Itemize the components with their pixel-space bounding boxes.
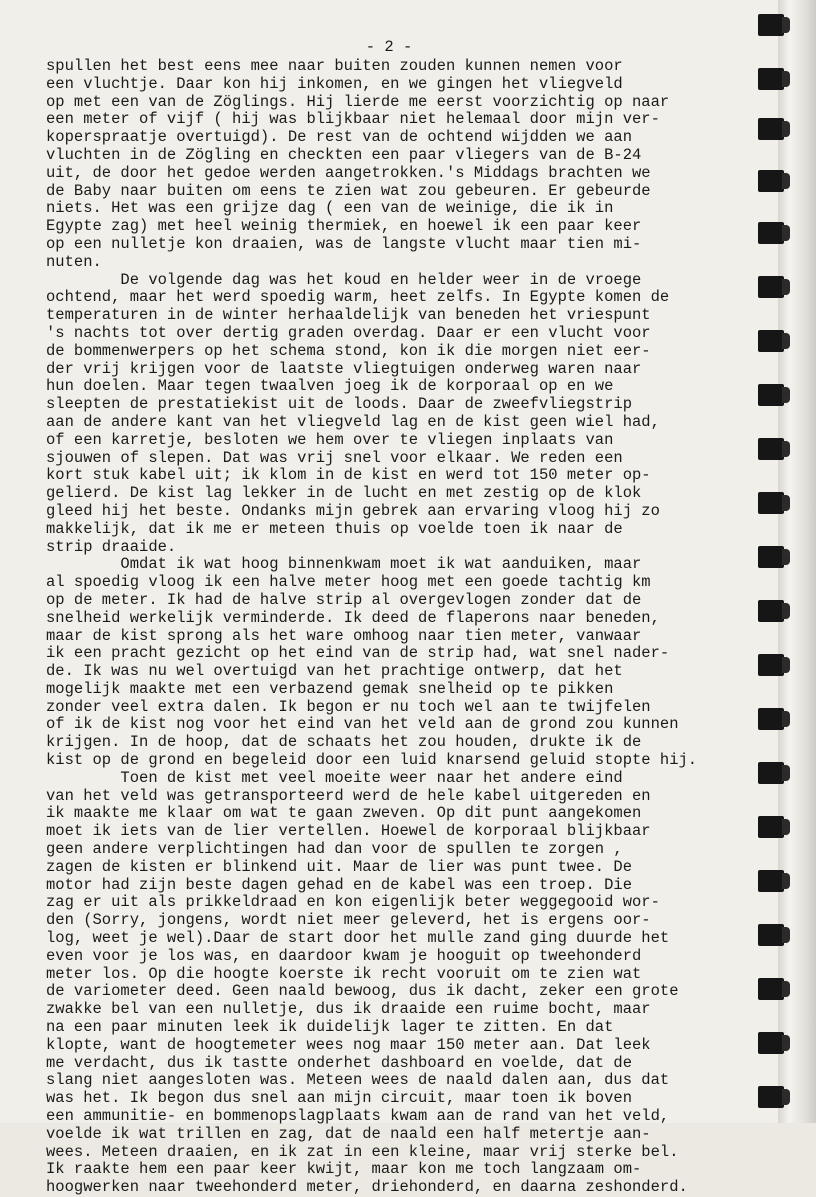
binding-ring bbox=[758, 1032, 784, 1054]
text-line: der vrij krijgen voor de laatste vliegtuigen onderweg waren naar bbox=[46, 359, 642, 378]
text-line: op met een van de Zöglings. Hij lierde me eerst voorzichtig op naar bbox=[46, 92, 670, 111]
binding-ring bbox=[758, 654, 784, 676]
text-line: Egypte zag) met heel weinig thermiek, en hoewel ik een paar keer bbox=[46, 217, 642, 236]
text-line: was het. Ik begon dus snel aan mijn circuit, maar toen ik boven bbox=[46, 1089, 632, 1108]
text-line: een ammunitie- en bommenopslagplaats kwam aan de rand van het veld, bbox=[46, 1107, 670, 1126]
text-line: op de meter. Ik had de halve strip al overgevlogen zonder dat de bbox=[46, 590, 642, 609]
page-number: - 2 - bbox=[365, 38, 413, 56]
text-line: sjouwen of slepen. Dat was vrij snel voor elkaar. We reden een bbox=[46, 448, 623, 467]
text-line: koperspraatje overtuigd). De rest van de ochtend wijdden we aan bbox=[46, 128, 632, 147]
text-line: even voor je los was, en daardoor kwam je hooguit op tweehonderd bbox=[46, 946, 642, 965]
binding-ring bbox=[758, 762, 784, 784]
text-line: van het veld was getransporteerd werd de hele kabel uitgereden en bbox=[46, 786, 651, 805]
text-line: log, weet je wel).Daar de start door het mulle zand ging duurde het bbox=[46, 929, 670, 948]
text-line: vluchten in de Zögling en checkten een paar vliegers van de B-24 bbox=[46, 145, 642, 164]
text-line: temperaturen in de winter herhaaldelijk van beneden het vriespunt bbox=[46, 306, 651, 325]
binding-ring bbox=[758, 222, 784, 244]
text-line: gelierd. De kist lag lekker in de lucht en met zestig op de klok bbox=[46, 484, 642, 503]
paragraph bbox=[46, 272, 746, 557]
text-line: motor had zijn beste dagen gehad en de kabel was een troep. Die bbox=[46, 875, 632, 894]
text-line: moet ik iets van de lier vertellen. Hoewel de korporaal blijkbaar bbox=[46, 822, 651, 841]
text-line: kist op de grond en begeleid door een luid knarsend geluid stopte hij. bbox=[46, 751, 698, 770]
text-line: strip draaide. bbox=[46, 537, 177, 556]
text-line: Omdat ik wat hoog binnenkwam moet ik wat aanduiken, maar bbox=[46, 555, 642, 574]
text-line: Toen de kist met veel moeite weer naar het andere eind bbox=[46, 768, 623, 787]
text-line: of ik de kist nog voor het eind van het veld aan de grond zou kunnen bbox=[46, 715, 679, 734]
text-line: De volgende dag was het koud en helder weer in de vroege bbox=[46, 270, 642, 289]
binding-ring bbox=[758, 170, 784, 192]
binding-ring bbox=[758, 870, 784, 892]
text-line: wees. Meteen draaien, en ik zat in een kleine, maar vrij sterke bel. bbox=[46, 1142, 679, 1161]
text-line: op een nulletje kon draaien, was de langste vlucht maar tien mi- bbox=[46, 234, 642, 253]
text-line: 's nachts tot over dertig graden overdag. Daar er een vlucht voor bbox=[46, 323, 651, 342]
text-line: Ik raakte hem een paar keer kwijt, maar kon me toch langzaam om- bbox=[46, 1160, 642, 1179]
text-line: zag er uit als prikkeldraad en kon eigenlijk beter weggegooid wor- bbox=[46, 893, 660, 912]
text-line: een vluchtje. Daar kon hij inkomen, en we gingen het vliegveld bbox=[46, 74, 623, 93]
text-line: gleed hij het beste. Ondanks mijn gebrek aan ervaring vloog hij zo bbox=[46, 501, 660, 520]
text-line: geen andere verplichtingen had dan voor de spullen te zorgen , bbox=[46, 840, 623, 859]
text-line: aan de andere kant van het vliegveld lag en de kist geen wiel had, bbox=[46, 412, 660, 431]
binding-ring bbox=[758, 330, 784, 352]
paragraph bbox=[46, 770, 746, 1197]
text-line: me verdacht, dus ik tastte onderhet dashboard en voelde, dat de bbox=[46, 1053, 632, 1072]
binding-ring bbox=[758, 600, 784, 622]
text-line: sleepten de prestatiekist uit de loods. Daar de zweefvliegstrip bbox=[46, 395, 632, 414]
text-line: of een karretje, besloten we hem over te vliegen inplaats van bbox=[46, 430, 614, 449]
text-line: zagen de kisten er blinkend uit. Maar de lier was punt twee. De bbox=[46, 857, 632, 876]
text-line: de. Ik was nu wel overtuigd van het prachtige ontwerp, dat het bbox=[46, 662, 623, 681]
binding-ring bbox=[758, 14, 784, 36]
binding-ring bbox=[758, 708, 784, 730]
text-line: hun doelen. Maar tegen twaalven joeg ik de korporaal op en we bbox=[46, 377, 614, 396]
text-line: den (Sorry, jongens, wordt niet meer geleverd, het is ergens oor- bbox=[46, 911, 651, 930]
text-line: de Baby naar buiten om eens te zien wat zou gebeuren. Er gebeurde bbox=[46, 181, 651, 200]
text-line: kort stuk kabel uit; ik klom in de kist en werd tot 150 meter op- bbox=[46, 466, 651, 485]
text-line: zonder veel extra dalen. Ik begon er nu toch wel aan te twijfelen bbox=[46, 697, 651, 716]
paragraph bbox=[46, 58, 746, 272]
text-line: mogelijk maakte met een verbazend gemak snelheid op te pikken bbox=[46, 679, 614, 698]
text-line: maar de kist sprong als het ware omhoog naar tien meter, vanwaar bbox=[46, 626, 642, 645]
text-line: niets. Het was een grijze dag ( een van de weinige, die ik in bbox=[46, 199, 614, 218]
text-line: een meter of vijf ( hij was blijkbaar niet helemaal door mijn ver- bbox=[46, 110, 660, 129]
text-line: voelde ik wat trillen en zag, dat de naald een half metertje aan- bbox=[46, 1124, 651, 1143]
binding-ring bbox=[758, 118, 784, 140]
text-line: ochtend, maar het werd spoedig warm, heet zelfs. In Egypte komen de bbox=[46, 288, 670, 307]
binding-ring bbox=[758, 276, 784, 298]
body-text bbox=[46, 58, 746, 1197]
text-line: al spoedig vloog ik een halve meter hoog met een goede tachtig km bbox=[46, 573, 651, 592]
text-line: ik maakte me klaar om wat te gaan zweven. Op dit punt aangekomen bbox=[46, 804, 642, 823]
text-line: makkelijk, dat ik me er meteen thuis op voelde toen ik naar de bbox=[46, 519, 623, 538]
binding-ring bbox=[758, 816, 784, 838]
binding-ring bbox=[758, 546, 784, 568]
text-line: hoogwerken naar tweehonderd meter, driehonderd, en daarna zeshonderd. bbox=[46, 1178, 688, 1197]
text-line: nuten. bbox=[46, 252, 102, 271]
binding-ring bbox=[758, 978, 784, 1000]
text-line: snelheid werkelijk verminderde. Ik deed de flaperons naar beneden, bbox=[46, 608, 660, 627]
text-line: slang niet aangesloten was. Meteen wees de naald dalen aan, dus dat bbox=[46, 1071, 670, 1090]
text-line: zwakke bel van een nulletje, dus ik draaide een ruime bocht, maar bbox=[46, 1000, 651, 1019]
binding-ring bbox=[758, 924, 784, 946]
text-line: meter los. Op die hoogte koerste ik recht vooruit om te zien wat bbox=[46, 964, 642, 983]
text-line: spullen het best eens mee naar buiten zouden kunnen nemen voor bbox=[46, 57, 623, 75]
binding-ring bbox=[758, 1086, 784, 1108]
text-line: ik een pracht gezicht op het eind van de strip had, wat snel nader- bbox=[46, 644, 670, 663]
binding-ring bbox=[758, 384, 784, 406]
text-line: klopte, want de hoogtemeter wees nog maar 150 meter aan. Dat leek bbox=[46, 1035, 651, 1054]
paragraph bbox=[46, 556, 746, 770]
binding-ring bbox=[758, 492, 784, 514]
text-line: na een paar minuten leek ik duidelijk lager te zitten. En dat bbox=[46, 1018, 614, 1037]
text-line: krijgen. In de hoop, dat de schaats het zou houden, drukte ik de bbox=[46, 733, 642, 752]
binding-ring bbox=[758, 438, 784, 460]
text-line: de variometer deed. Geen naald bewoog, dus ik dacht, zeker een grote bbox=[46, 982, 679, 1001]
text-line: uit, de door het gedoe werden aangetrokken.'s Middags brachten we bbox=[46, 163, 651, 182]
text-line: de bommenwerpers op het schema stond, kon ik die morgen niet eer- bbox=[46, 341, 651, 360]
binding-ring bbox=[758, 68, 784, 90]
